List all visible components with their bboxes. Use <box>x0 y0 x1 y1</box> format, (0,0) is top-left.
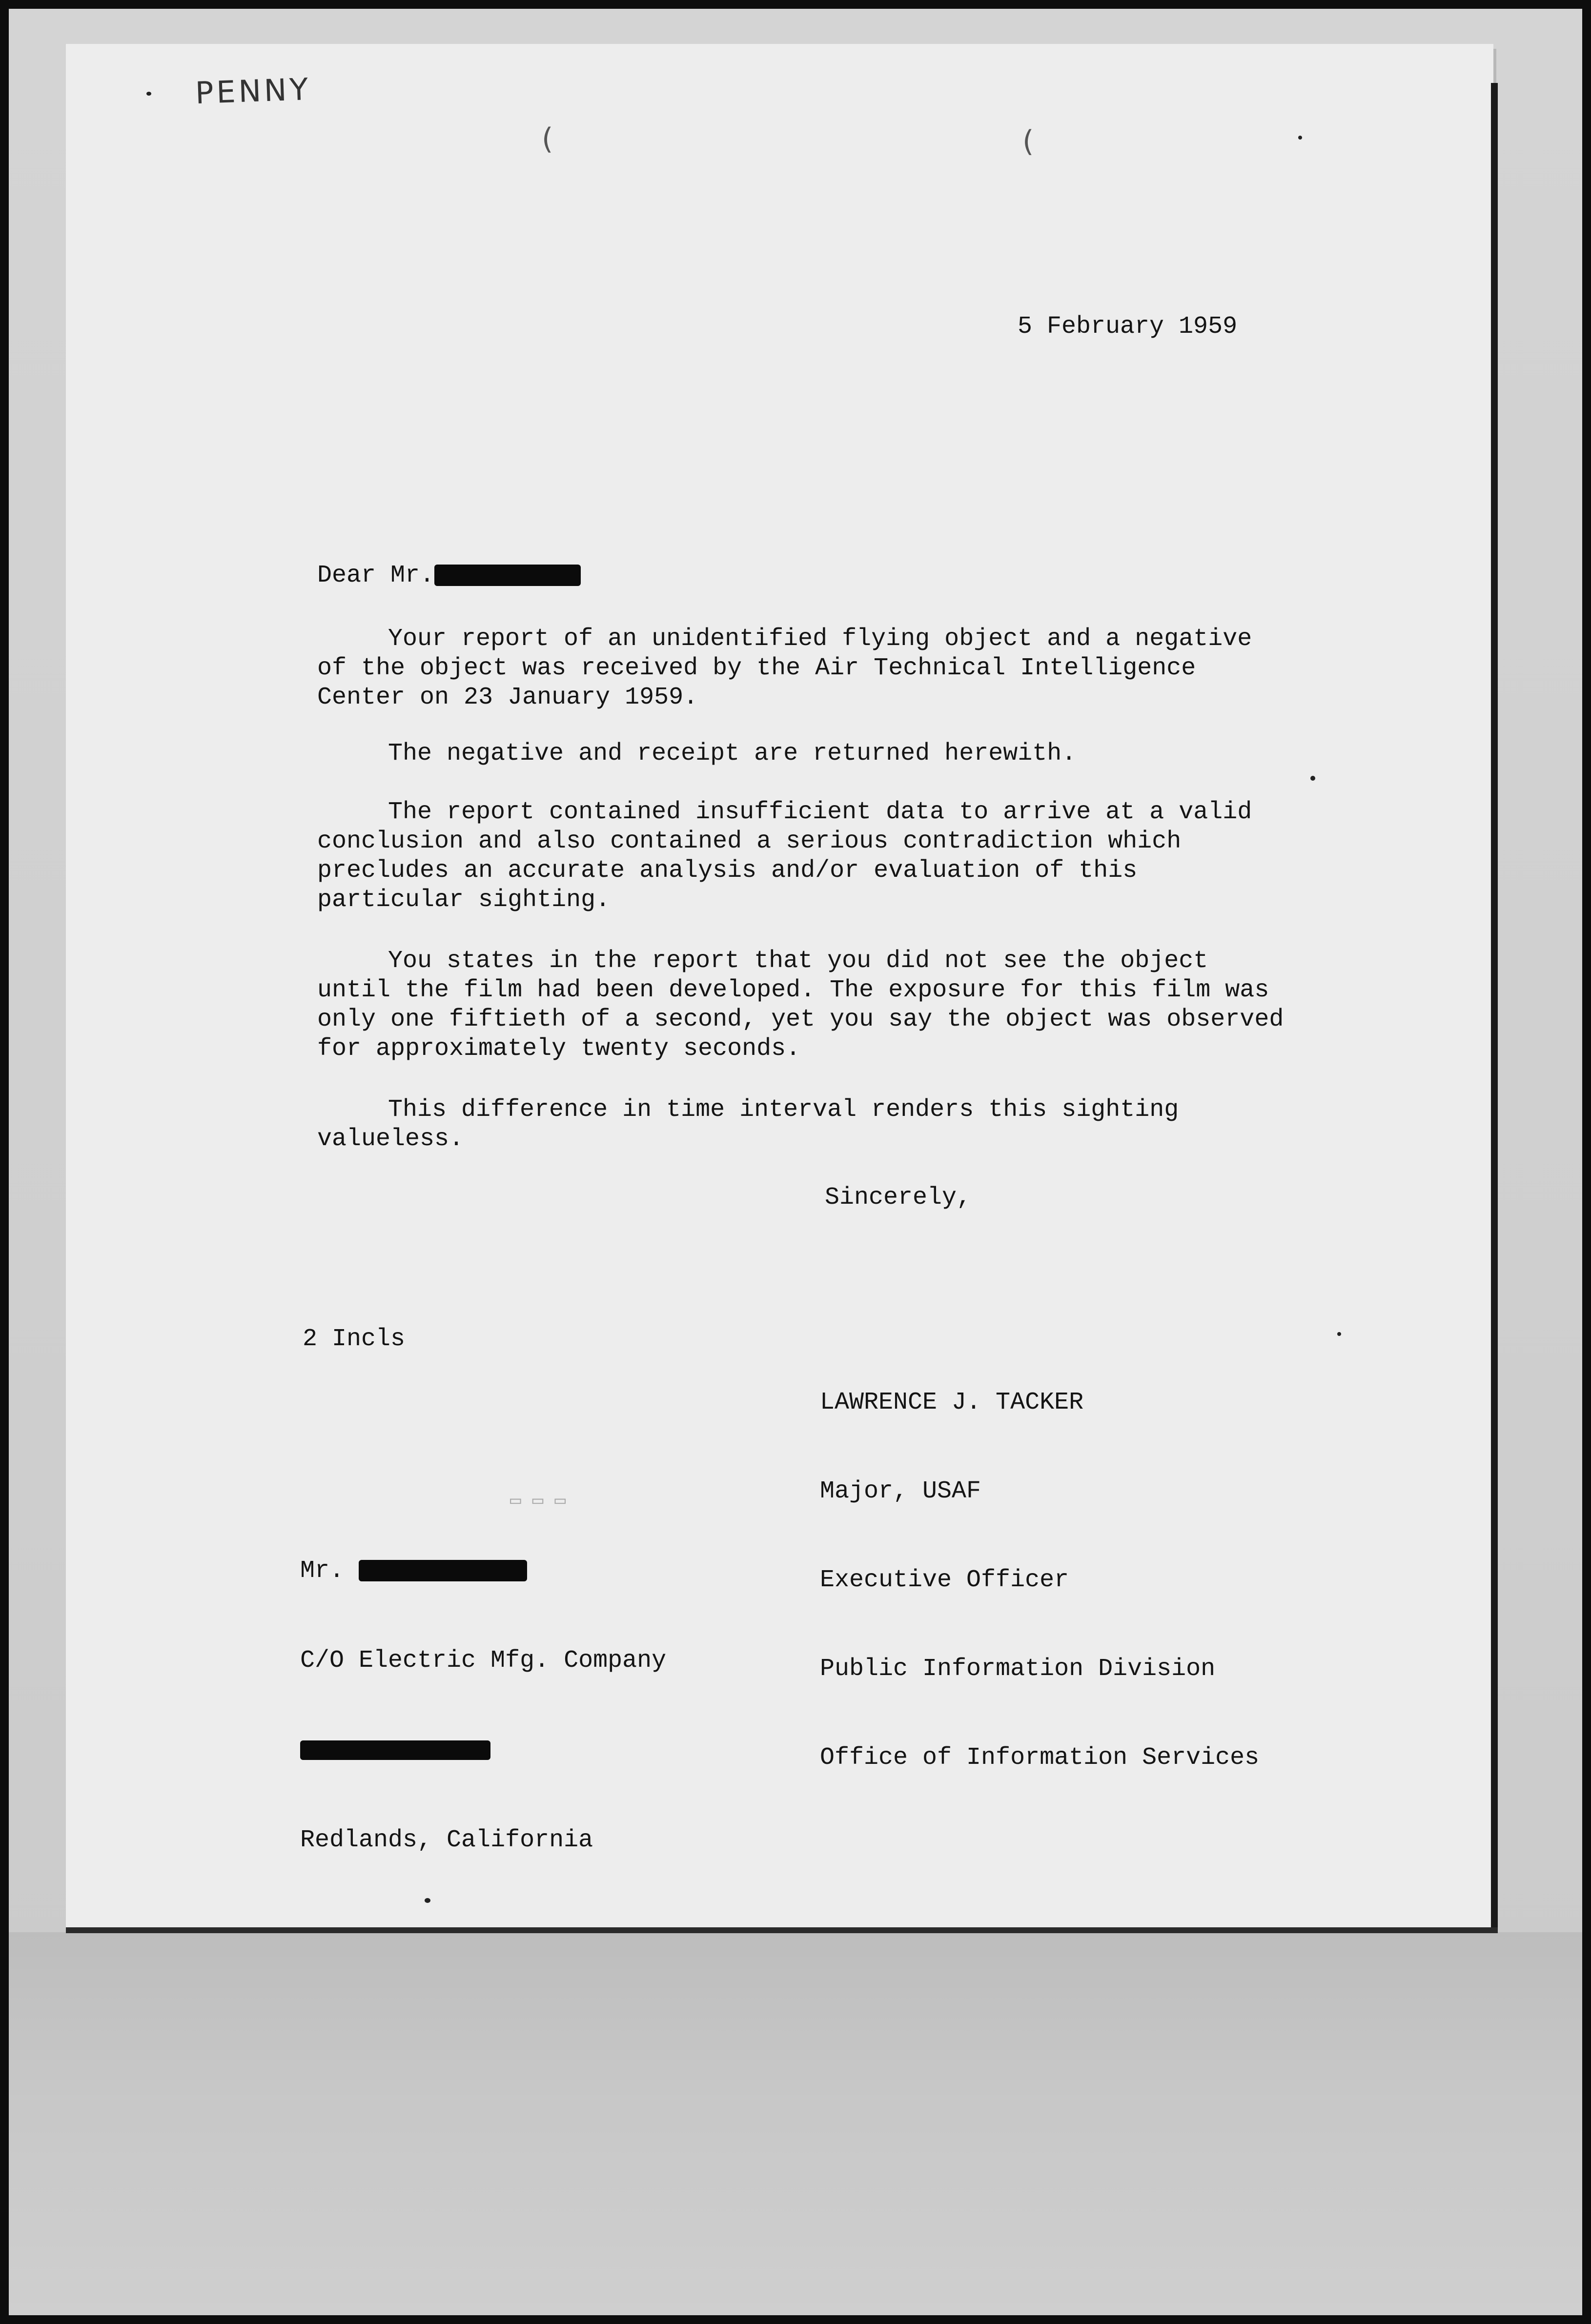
recipient-address <box>300 1498 666 1886</box>
scan-speck <box>1310 776 1315 781</box>
paper-edge-right <box>1491 83 1498 1927</box>
corner-note: PENNY <box>194 71 312 111</box>
punch-mark-left: ( <box>542 122 553 156</box>
address-prefix: Mr. <box>300 1557 345 1585</box>
redaction-street <box>300 1740 490 1760</box>
scan-lower-strip <box>9 1932 1582 2315</box>
body-paragraph-3: The report contained insufficient data to arrive at a valid conclusion and also contained a serious contradiction which precludes an accurate analysis and/or evaluation of this particular sighting. <box>317 798 1252 914</box>
salutation <box>317 561 581 590</box>
address-line-1 <box>300 1556 666 1588</box>
enclosures: 2 Incls <box>303 1325 406 1353</box>
body-paragraph-4: You states in the report that you did not see the object until the film had been developed. The exposure for this film was only one fiftieth of a second, yet you say the object was observed for approximately twenty seconds. <box>317 947 1284 1063</box>
body-paragraph-1: Your report of an unidentified flying object and a negative of the object was received by the Air Technical Intelligence Center on 23 January 1959. <box>317 625 1252 711</box>
scan-speck <box>146 92 151 96</box>
signature-title: Executive Officer <box>820 1566 1069 1594</box>
closing: Sincerely, <box>825 1184 972 1212</box>
signature-rank: Major, USAF <box>820 1477 981 1505</box>
scan-speck <box>1298 136 1302 140</box>
address-line-2: C/O Electric Mfg. Company <box>300 1647 667 1675</box>
redaction-name <box>434 565 581 586</box>
address-line-4: Redlands, California <box>300 1826 593 1854</box>
faint-reverse-stamp: ▭ ▭ ▭ <box>510 1491 566 1512</box>
letter-date: 5 February 1959 <box>1018 313 1238 341</box>
redaction-recipient <box>359 1560 527 1581</box>
scan-speck <box>1337 1332 1341 1336</box>
signature-name: LAWRENCE J. TACKER <box>820 1389 1084 1416</box>
address-line-3 <box>300 1736 666 1767</box>
scan-speck <box>425 1898 430 1903</box>
signature-block <box>820 1330 1259 1803</box>
paper-edge-bottom <box>66 1927 1498 1933</box>
signature-office: Office of Information Services <box>820 1744 1260 1772</box>
signature-division: Public Information Division <box>820 1655 1216 1683</box>
body-paragraph-2: The negative and receipt are returned herewith. <box>388 740 1077 768</box>
salutation-text: Dear Mr. <box>317 562 435 589</box>
punch-mark-right: ( <box>1022 124 1034 159</box>
body-paragraph-5: This difference in time interval renders this sighting valueless. <box>317 1096 1179 1153</box>
